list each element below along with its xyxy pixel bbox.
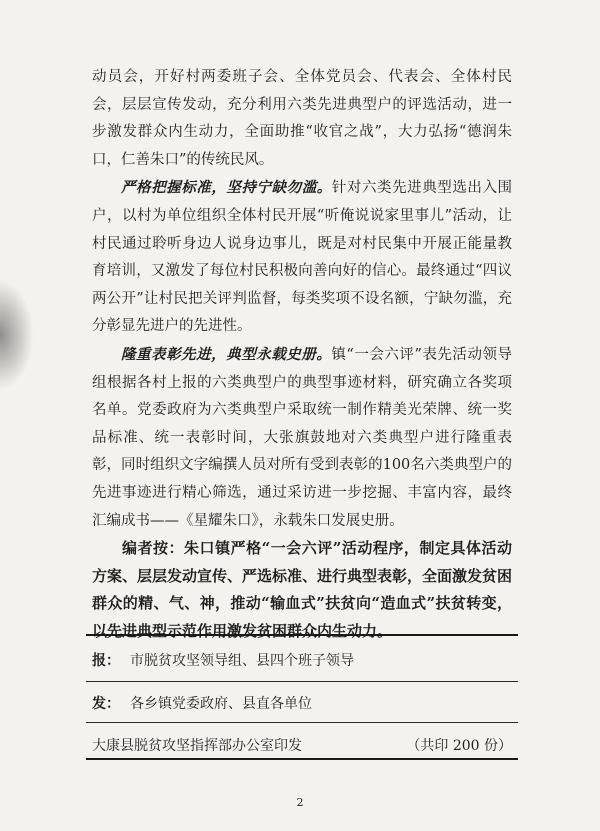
divider-lower [86,722,518,723]
report-label: 报： [92,653,120,669]
body-text [92,64,512,645]
paragraph-2 [92,174,512,341]
scan-smudge [0,280,34,390]
paragraph-3-text: 镇“一会六评”表先活动领导组根据各村上报的六类典型户的典型事迹材料，研究确立各奖项名单。党委政府为六类典型户采取统一制作精美光荣牌、统一奖品标准、统一表彰时间，大张旗鼓地对六类典型户进行隆重表彰，同时组织文字编撰人员对所有受到表彰的100名六类典型户的先进事迹进行精心筛选，通过采访进一步挖掘、丰富内容，最终汇编成书——《星耀朱口》，永载朱口发展史册。 [92,346,513,529]
divider-top [86,634,518,636]
printer-line [92,735,512,755]
editor-note-label: 编者按： [122,539,185,558]
report-text: 市脱贫攻坚领导组、县四个班子领导 [130,653,354,669]
report-line [92,650,354,670]
paragraph-3-heading: 隆重表彰先进，典型永载史册。 [121,345,332,363]
editor-note [92,535,512,645]
paragraph-1: 动员会，开好村两委班子会、全体党员会、代表会、全体村民会，层层宣传发动，充分利用六类先进典型户的评选活动，进一步激发群众内生动力，全面助推“收官之战”，大力弘扬“德润朱口，仁善朱口”的传统民风。 [92,69,512,168]
copy-count: （共印 200 份） [406,738,512,754]
paragraph-3 [92,341,512,535]
send-label: 发： [92,696,120,712]
editor-note-text: 朱口镇严格“一会六评”活动程序，制定具体活动方案、层层发动宣传、严选标准、进行典型表彰，全面激发贫困群众的精、气、神，推动“输血式”扶贫向“造血式”扶贫转变，以先进典型示范作用激发贫困群众内生动力。 [92,539,513,640]
send-text: 各乡镇党委政府、县直各单位 [130,696,312,712]
issuer: 大康县脱贫攻坚指挥部办公室印发 [92,738,302,754]
send-line [92,693,312,713]
paragraph-2-text: 针对六类先进典型选出入围户，以村为单位组织全体村民开展“听俺说说家里事儿”活动，让村民通过聆听身边人说身边事儿，既是对村民集中开展正能量教育培训，又激发了每位村民积极向善向好的信心。最终通过“四议两公开”让村民把关评判监督，每类奖项不设名额，宁缺勿滥，充分彰显先进户的先进性。 [92,180,513,335]
divider-middle [86,681,518,682]
paragraph-2-heading: 严格把握标准，坚持宁缺勿滥。 [121,179,332,197]
page-number: 2 [296,796,304,809]
divider-bottom [86,758,518,760]
